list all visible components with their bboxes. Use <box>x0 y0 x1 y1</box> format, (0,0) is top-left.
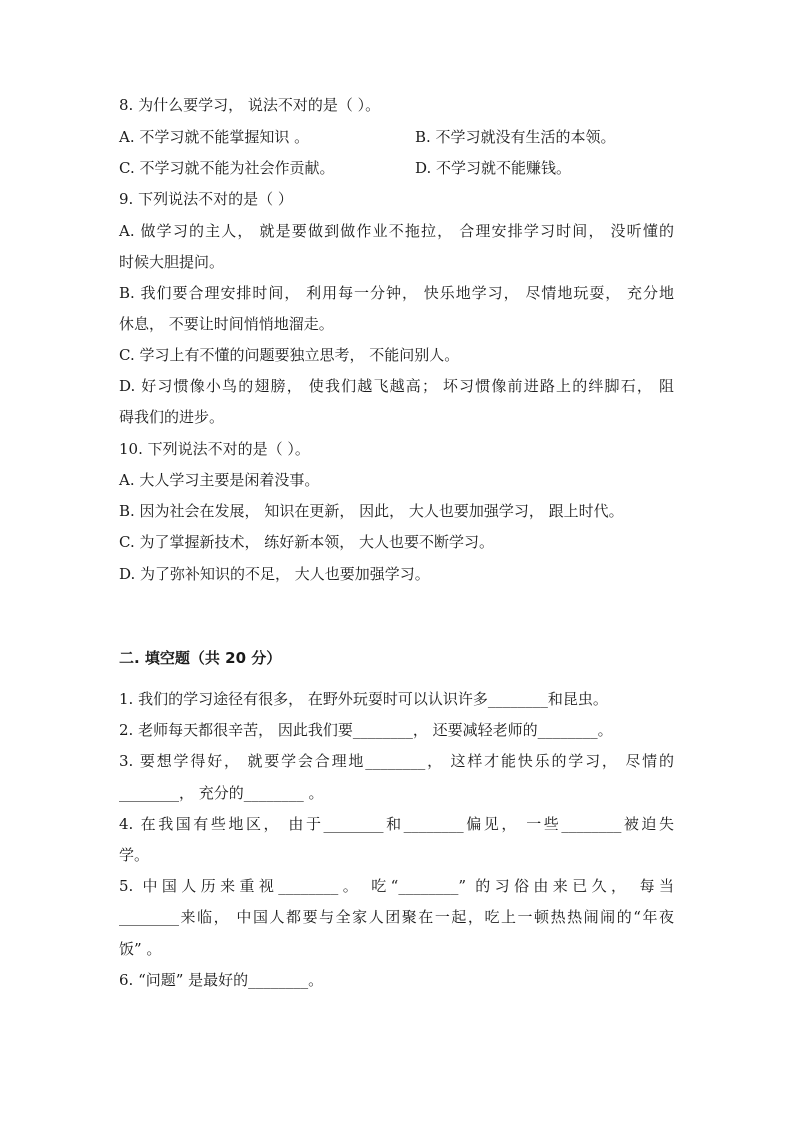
question-8-stem: 8. 为什么要学习， 说法不对的是（ ）。 <box>119 96 381 114</box>
question-9-option-a-line2: 时候大胆提问。 <box>119 253 225 271</box>
question-9-option-d-line1: D. 好习惯像小鸟的翅膀， 使我们越飞越高； 坏习惯像前进路上的绊脚石， 阻 <box>119 377 674 395</box>
question-8-option-a: A. 不学习就不能掌握知识 。 <box>119 128 310 146</box>
question-10-option-a: A. 大人学习主要是闲着没事。 <box>119 471 320 489</box>
question-9-option-c: C. 学习上有不懂的问题要独立思考， 不能问别人。 <box>119 346 460 364</box>
question-10-option-d: D. 为了弥补知识的不足， 大人也要加强学习。 <box>119 565 430 583</box>
fill-question-4-line1: 4. 在我国有些地区， 由于________和________偏见， 一些________被迫失 <box>119 815 674 833</box>
question-9-option-a-line1: A. 做学习的主人， 就是要做到做作业不拖拉， 合理安排学习时间， 没听懂的 <box>119 222 674 240</box>
fill-question-2: 2. 老师每天都很辛苦， 因此我们要________， 还要减轻老师的________。 <box>119 721 613 739</box>
fill-question-4-line2: 学。 <box>119 846 150 864</box>
question-10-option-c: C. 为了掌握新技术， 练好新本领， 大人也要不断学习。 <box>119 533 495 551</box>
fill-question-6: 6. “问题” 是最好的________。 <box>119 971 324 989</box>
question-9-option-b-line2: 休息， 不要让时间悄悄地溜走。 <box>119 315 334 333</box>
section-title-fill-in: 二. 填空题（共 20 分） <box>119 649 282 667</box>
question-10-stem: 10. 下列说法不对的是（ ）。 <box>119 440 310 458</box>
fill-question-3-line2: ________， 充分的________ 。 <box>119 784 324 802</box>
fill-question-1: 1. 我们的学习途径有很多， 在野外玩耍时可以认识许多________和昆虫。 <box>119 690 608 708</box>
question-8-option-d: D. 不学习就不能赚钱。 <box>415 159 572 177</box>
fill-question-5-line2: ________来临， 中国人都要与全家人团聚在一起，吃上一顿热热闹闹的“年夜 <box>119 908 674 926</box>
fill-question-3-line1: 3. 要想学得好， 就要学会合理地________， 这样才能快乐的学习， 尽情的 <box>119 752 674 770</box>
fill-question-5-line3: 饭” 。 <box>119 940 162 958</box>
question-8-option-b: B. 不学习就没有生活的本领。 <box>415 128 616 146</box>
fill-question-5-line1: 5. 中国人历来重视________。 吃“________” 的习俗由来已久， 每当 <box>119 877 674 895</box>
question-8-option-c: C. 不学习就不能为社会作贡献。 <box>119 159 335 177</box>
question-10-option-b: B. 因为社会在发展， 知识在更新， 因此， 大人也要加强学习， 跟上时代。 <box>119 502 624 520</box>
question-9-option-b-line1: B. 我们要合理安排时间， 利用每一分钟， 快乐地学习， 尽情地玩耍， 充分地 <box>119 284 674 302</box>
question-9-option-d-line2: 碍我们的进步。 <box>119 408 225 426</box>
question-9-stem: 9. 下列说法不对的是（ ） <box>119 190 293 208</box>
